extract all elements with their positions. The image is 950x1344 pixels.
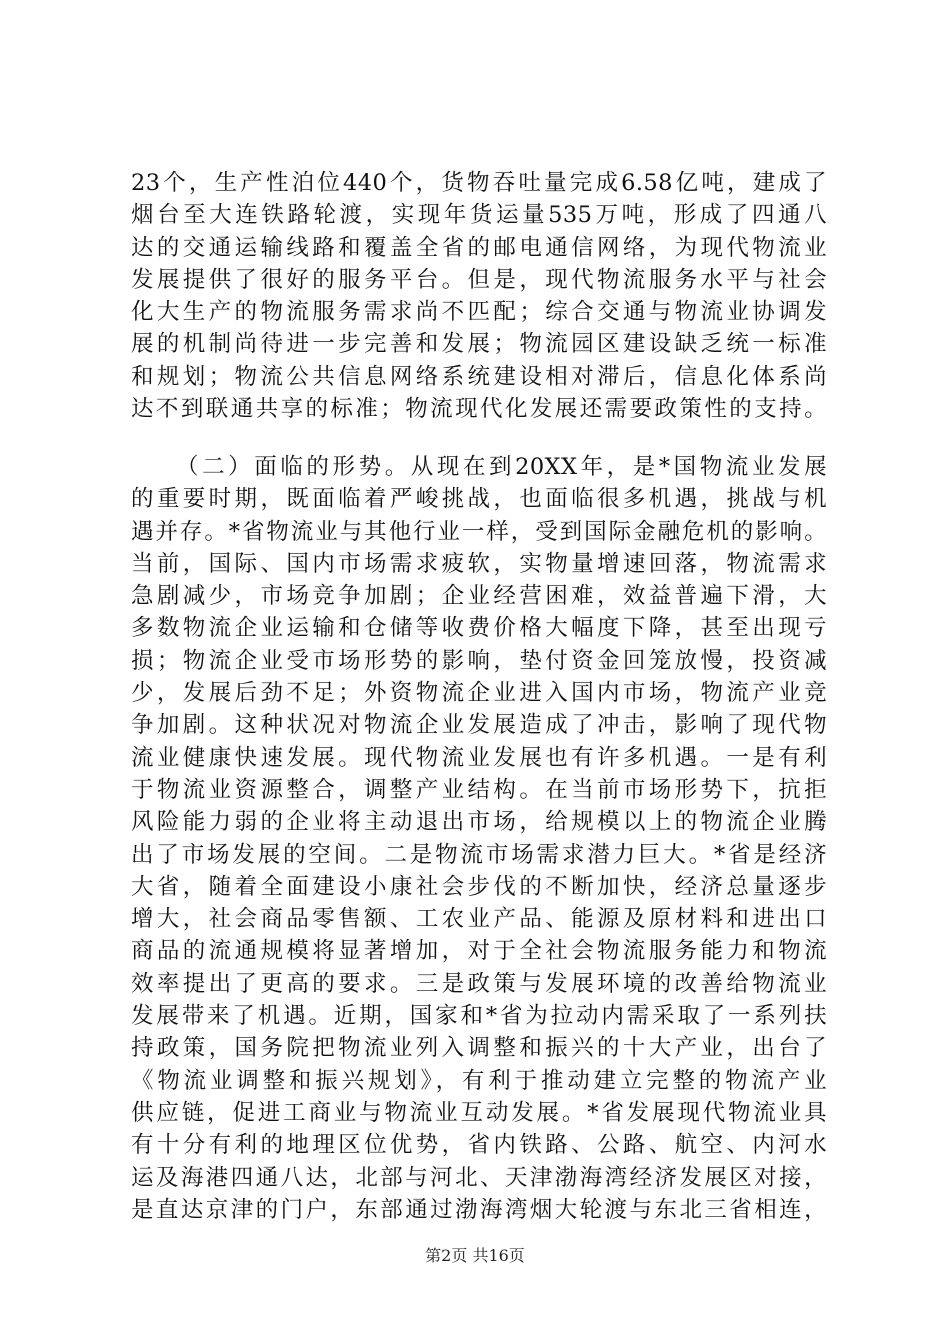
- text-line: 的重要时期，既面临着严峻挑战，也面临很多机遇，挑战与机: [131, 486, 827, 513]
- paragraph-2: [131, 451, 827, 1226]
- text-line: 当前，国际、国内市场需求疲软，实物量增速回落，物流需求: [131, 550, 827, 577]
- text-line: 达不到联通共享的标准；物流现代化发展还需要政策性的支持。: [131, 396, 827, 423]
- text-line: 多数物流企业运输和仓储等收费价格大幅度下降，甚至出现亏: [131, 615, 827, 642]
- text-line: 少，发展后劲不足；外资物流企业进入国内市场，物流产业竞: [131, 680, 827, 707]
- text-line: 急剧减少，市场竞争加剧；企业经营困难，效益普遍下滑，大: [131, 583, 827, 610]
- page-footer: 第2页 共16页: [425, 1246, 525, 1265]
- text-line: 于物流业资源整合，调整产业结构。在当前市场形势下，抗拒: [131, 776, 827, 803]
- text-line: 运及海港四通八达，北部与河北、天津渤海湾经济发展区对接，: [131, 1164, 827, 1191]
- paragraph-1: [131, 167, 827, 425]
- text-line: 23个，生产性泊位440个，货物吞吐量完成6.58亿吨，建成了: [131, 170, 827, 196]
- text-line: 发展带来了机遇。近期，国家和*省为拉动内需采取了一系列扶: [131, 1003, 827, 1030]
- text-line: 出了市场发展的空间。二是物流市场需求潜力巨大。*省是经济: [131, 841, 827, 868]
- text-line: 供应链，促进工商业与物流业互动发展。*省发展现代物流业具: [131, 1099, 827, 1126]
- text-line: 化大生产的物流服务需求尚不匹配；综合交通与物流业协调发: [131, 299, 827, 326]
- text-line: 流业健康快速发展。现代物流业发展也有许多机遇。一是有利: [131, 744, 827, 771]
- text-line: 损；物流企业受市场形势的影响，垫付资金回笼放慢，投资减: [131, 647, 827, 674]
- text-line: 《物流业调整和振兴规划》，有利于推动建立完整的物流产业: [131, 1067, 827, 1094]
- text-line: 和规划；物流公共信息网络系统建设相对滞后，信息化体系尚: [131, 363, 827, 390]
- text-line: 商品的流通规模将显著增加，对于全社会物流服务能力和物流: [131, 938, 827, 965]
- text-line: 持政策，国务院把物流业列入调整和振兴的十大产业，出台了: [131, 1035, 827, 1062]
- text-line: （二）面临的形势。从现在到20XX年，是*国物流业发展: [176, 454, 827, 480]
- text-line: 达的交通运输线路和覆盖全省的邮电通信网络，为现代物流业: [131, 234, 827, 261]
- text-line: 风险能力弱的企业将主动退出市场，给规模以上的物流企业腾: [131, 809, 827, 836]
- text-line: 效率提出了更高的要求。三是政策与发展环境的改善给物流业: [131, 970, 827, 997]
- text-line: 争加剧。这种状况对物流企业发展造成了冲击，影响了现代物: [131, 712, 827, 739]
- text-line: 发展提供了很好的服务平台。但是，现代物流服务水平与社会: [131, 266, 827, 293]
- text-line: 是直达京津的门户，东部通过渤海湾烟大轮渡与东北三省相连，: [131, 1196, 827, 1223]
- text-line: 增大，社会商品零售额、工农业产品、能源及原材料和进出口: [131, 906, 827, 933]
- text-line: 烟台至大连铁路轮渡，实现年货运量535万吨，形成了四通八: [131, 202, 827, 229]
- text-line: 遇并存。*省物流业与其他行业一样，受到国际金融危机的影响。: [131, 518, 827, 545]
- text-line: 有十分有利的地理区位优势，省内铁路、公路、航空、内河水: [131, 1132, 827, 1159]
- text-line: 大省，随着全面建设小康社会步伐的不断加快，经济总量逐步: [131, 873, 827, 900]
- text-line: 展的机制尚待进一步完善和发展；物流园区建设缺乏统一标准: [131, 331, 827, 358]
